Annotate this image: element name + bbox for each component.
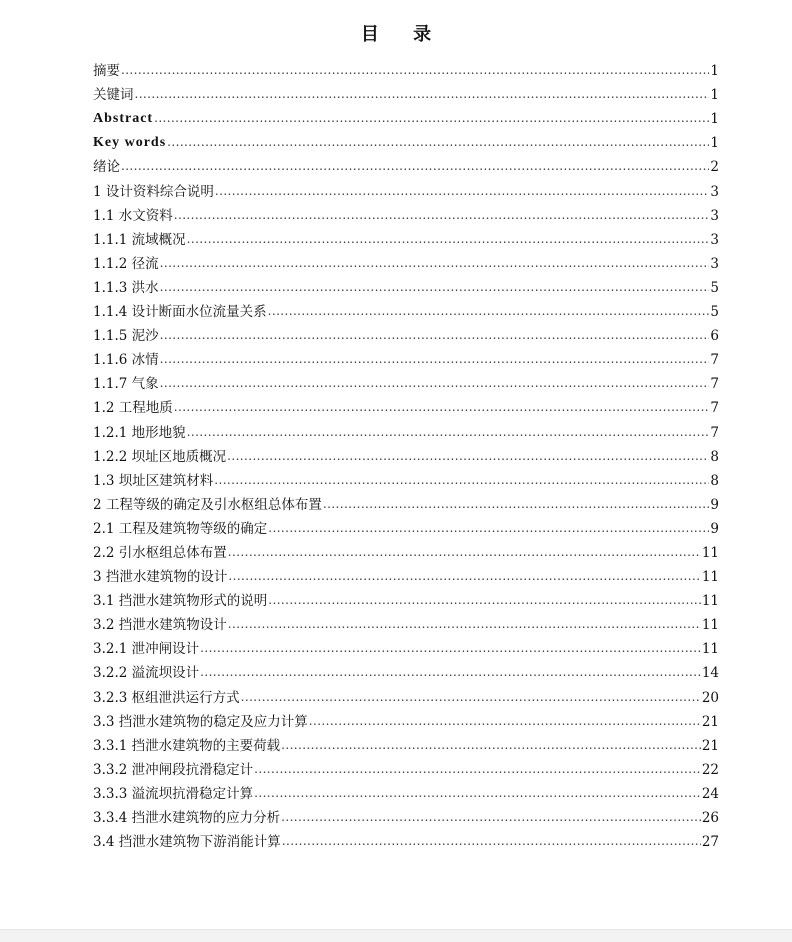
toc-dot-leader — [309, 712, 701, 731]
toc-entry[interactable] — [93, 297, 719, 321]
toc-entry-text: 摘要 — [93, 63, 120, 80]
toc-page-number: 11 — [701, 569, 719, 586]
toc-entry-text: 3.2.1 泄冲闸设计 — [93, 641, 200, 658]
toc-entry-text: 3.2.3 枢组泄洪运行方式 — [93, 689, 240, 706]
toc-entry-text: 2.2 引水枢组总体布置 — [93, 544, 227, 561]
toc-page-number: 1 — [710, 111, 719, 128]
toc-page-number: 7 — [710, 376, 719, 393]
toc-dot-leader — [281, 736, 701, 755]
toc-entry-text: 3.2.2 溢流坝设计 — [93, 665, 200, 682]
toc-page-number: 5 — [710, 279, 719, 296]
toc-dot-leader — [214, 471, 709, 490]
toc-entry[interactable] — [93, 201, 719, 225]
toc-dot-leader — [254, 784, 701, 803]
toc-entry[interactable] — [93, 466, 719, 490]
toc-page-number: 8 — [710, 448, 719, 465]
toc-dot-leader — [268, 591, 701, 610]
toc-entry-text: 1.1.3 洪水 — [93, 279, 159, 296]
toc-list — [93, 56, 719, 851]
toc-page-number: 14 — [701, 665, 719, 682]
toc-entry-text: 3.3.3 溢流坝抗滑稳定计算 — [93, 785, 254, 802]
toc-entry[interactable] — [93, 731, 719, 755]
toc-entry[interactable] — [93, 803, 719, 827]
toc-entry-text: Abstract — [93, 111, 154, 127]
toc-dot-leader — [228, 567, 700, 586]
toc-page-number: 3 — [710, 255, 719, 272]
toc-page-number: 5 — [710, 304, 719, 321]
toc-dot-leader — [268, 519, 709, 538]
toc-entry-text: Key words — [93, 135, 167, 151]
toc-dot-leader — [227, 447, 709, 466]
toc-dot-leader — [167, 133, 709, 152]
toc-dot-leader — [187, 423, 710, 442]
toc-dot-leader — [174, 398, 710, 417]
toc-dot-leader — [160, 326, 710, 345]
toc-dot-leader — [281, 808, 701, 827]
toc-page-number: 11 — [701, 641, 719, 658]
toc-dot-leader — [215, 182, 710, 201]
toc-entry-text: 1.1.2 径流 — [93, 255, 159, 272]
toc-dot-leader — [323, 495, 710, 514]
toc-dot-leader — [200, 663, 701, 682]
toc-dot-leader — [121, 61, 709, 80]
toc-dot-leader — [135, 85, 710, 104]
toc-entry-text: 1.1.5 泥沙 — [93, 328, 159, 345]
toc-entry[interactable] — [93, 490, 719, 514]
toc-entry[interactable] — [93, 417, 719, 441]
toc-entry-text: 1.2 工程地质 — [93, 400, 173, 417]
toc-page-number: 11 — [701, 593, 719, 610]
toc-page-number: 1 — [710, 63, 719, 80]
toc-entry[interactable] — [93, 369, 719, 393]
toc-page-number: 11 — [701, 617, 719, 634]
toc-title: 目 录 — [360, 24, 446, 45]
toc-entry-text: 3.3.2 泄冲闸段抗滑稳定计 — [93, 761, 254, 778]
toc-entry-text: 2.1 工程及建筑物等级的确定 — [93, 520, 268, 537]
toc-entry[interactable] — [93, 827, 719, 851]
toc-entry[interactable] — [93, 586, 719, 610]
toc-entry[interactable] — [93, 345, 719, 369]
toc-page-number: 26 — [701, 810, 719, 826]
toc-entry-text: 3.3.4 挡泄水建筑物的应力分析 — [93, 810, 281, 826]
toc-page-number: 9 — [710, 520, 719, 537]
toc-page-number: 22 — [701, 761, 719, 778]
toc-entry[interactable] — [93, 56, 719, 80]
toc-page-number: 1 — [710, 87, 719, 104]
toc-dot-leader — [160, 374, 710, 393]
toc-page-number: 8 — [710, 472, 719, 489]
toc-entry[interactable] — [93, 634, 719, 658]
toc-entry[interactable] — [93, 225, 719, 249]
toc-entry-text: 2 工程等级的确定及引水枢组总体布置 — [93, 496, 322, 513]
toc-entry-text: 3.2 挡泄水建筑物设计 — [93, 617, 227, 634]
toc-entry[interactable] — [93, 152, 719, 176]
toc-page-number: 7 — [710, 424, 719, 441]
toc-entry[interactable] — [93, 658, 719, 682]
toc-entry-text: 绪论 — [93, 159, 120, 176]
toc-dot-leader — [200, 639, 701, 658]
toc-entry-text: 3 挡泄水建筑物的设计 — [93, 569, 228, 586]
toc-entry-text: 3.4 挡泄水建筑物下游消能计算 — [93, 834, 281, 851]
toc-page-number: 21 — [701, 737, 719, 754]
viewer-bottom-edge — [0, 929, 792, 942]
toc-entry[interactable] — [93, 249, 719, 273]
toc-entry[interactable] — [93, 321, 719, 345]
toc-page-number: 6 — [710, 328, 719, 345]
toc-page-number: 3 — [710, 207, 719, 224]
toc-entry-text: 1.1.7 气象 — [93, 376, 159, 393]
toc-page-number: 27 — [701, 834, 719, 851]
toc-page-number: 2 — [710, 159, 719, 176]
toc-entry[interactable] — [93, 514, 719, 538]
toc-entry[interactable] — [93, 176, 719, 200]
toc-entry[interactable] — [93, 538, 719, 562]
toc-entry-text: 关键词 — [93, 87, 134, 104]
toc-entry[interactable] — [93, 779, 719, 803]
toc-page-number: 20 — [701, 689, 719, 706]
toc-entry[interactable] — [93, 442, 719, 466]
toc-dot-leader — [160, 278, 710, 297]
toc-entry[interactable] — [93, 393, 719, 417]
toc-dot-leader — [228, 543, 701, 562]
toc-dot-leader — [241, 688, 701, 707]
toc-entry-text: 3.3 挡泄水建筑物的稳定及应力计算 — [93, 713, 308, 730]
toc-dot-leader — [160, 254, 710, 273]
toc-page-number: 7 — [710, 352, 719, 369]
toc-entry[interactable] — [93, 755, 719, 779]
toc-entry[interactable] — [93, 273, 719, 297]
toc-dot-leader — [121, 157, 709, 176]
toc-entry[interactable] — [93, 610, 719, 634]
toc-entry-text: 1.1.1 流域概况 — [93, 231, 186, 248]
toc-entry-text: 1.1.6 冰情 — [93, 352, 159, 369]
toc-page-number: 3 — [710, 183, 719, 200]
toc-dot-leader — [228, 615, 701, 634]
toc-entry[interactable] — [93, 562, 719, 586]
toc-entry[interactable] — [93, 707, 719, 731]
toc-entry[interactable] — [93, 128, 719, 152]
toc-dot-leader — [154, 109, 709, 128]
toc-dot-leader — [254, 760, 701, 779]
toc-page-number: 9 — [710, 496, 719, 513]
toc-entry-text: 1.2.1 地形地貌 — [93, 424, 186, 441]
toc-entry-text: 1.1 水文资料 — [93, 207, 173, 224]
toc-entry-text: 3.1 挡泄水建筑物形式的说明 — [93, 593, 268, 610]
toc-dot-leader — [174, 206, 710, 225]
toc-dot-leader — [187, 230, 710, 249]
toc-page-number: 1 — [710, 135, 719, 152]
toc-entry-text: 3.3.1 挡泄水建筑物的主要荷载 — [93, 737, 281, 754]
toc-page-number: 7 — [710, 400, 719, 417]
toc-entry-text: 1.1.4 设计断面水位流量关系 — [93, 304, 267, 321]
toc-page-number: 21 — [701, 713, 719, 730]
toc-dot-leader — [160, 350, 710, 369]
toc-entry[interactable] — [93, 80, 719, 104]
toc-dot-leader — [282, 832, 701, 851]
toc-entry[interactable] — [93, 104, 719, 128]
toc-entry-text: 1 设计资料综合说明 — [93, 183, 214, 200]
toc-dot-leader — [268, 302, 710, 321]
toc-page-number: 11 — [701, 544, 719, 561]
toc-entry-text: 1.3 坝址区建筑材料 — [93, 472, 214, 489]
toc-entry[interactable] — [93, 682, 719, 706]
toc-entry-text: 1.2.2 坝址区地质概况 — [93, 448, 227, 465]
toc-page-number: 3 — [710, 231, 719, 248]
toc-page-number: 24 — [701, 785, 719, 802]
